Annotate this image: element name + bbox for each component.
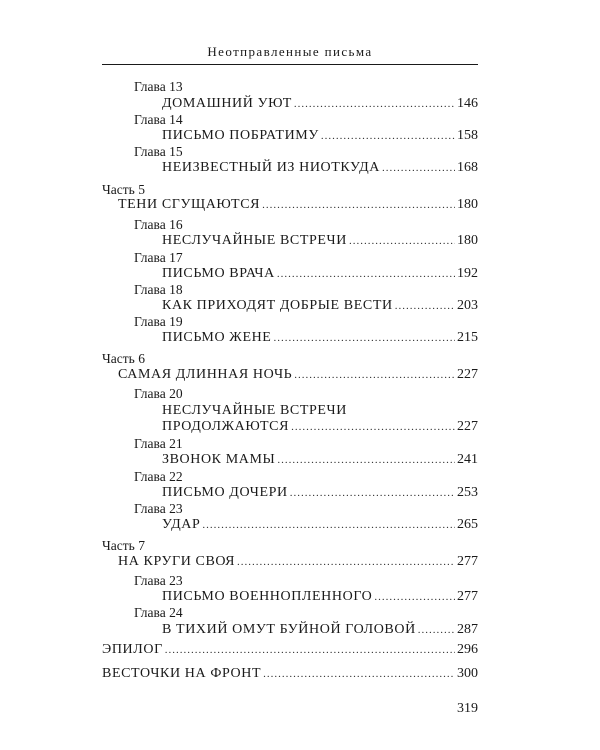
entry-title: В ТИХИЙ ОМУТ БУЙНОЙ ГОЛОВОЙ <box>162 622 416 637</box>
entry-title: ПИСЬМО ВОЕННОПЛЕННОГО <box>162 589 373 604</box>
leader-dots <box>165 640 455 660</box>
toc-entry <box>162 328 478 348</box>
leader-dots <box>294 365 455 385</box>
toc-entry <box>162 483 478 503</box>
chapter-label: Глава 13 <box>134 79 183 94</box>
part-page: 227 <box>457 367 478 382</box>
leader-dots <box>418 620 455 640</box>
entry-page: 300 <box>457 666 478 681</box>
entry-title: ПИСЬМО ДОЧЕРИ <box>162 485 288 500</box>
toc-entry <box>162 126 478 146</box>
page-number: 319 <box>457 701 478 716</box>
toc-entry <box>162 620 478 640</box>
chapter-label: Глава 24 <box>134 605 183 620</box>
toc-entry <box>162 587 478 607</box>
leader-dots <box>237 552 455 572</box>
part-label: Часть 6 <box>102 351 145 366</box>
leader-dots <box>262 195 455 215</box>
entry-page: 241 <box>457 452 478 467</box>
chapter-label: Глава 22 <box>134 469 183 484</box>
toc-entry <box>162 296 478 316</box>
chapter-label: Глава 23 <box>134 573 183 588</box>
part-entry <box>118 365 478 385</box>
chapter-label: Глава 14 <box>134 112 183 127</box>
entry-title: НЕИЗВЕСТНЫЙ ИЗ НИОТКУДА <box>162 160 381 175</box>
entry-title: ПИСЬМО ЖЕНЕ <box>162 330 272 345</box>
entry-title: ЗВОНОК МАМЫ <box>162 452 276 467</box>
toc-entry <box>162 231 478 251</box>
entry-title: КАК ПРИХОДЯТ ДОБРЫЕ ВЕСТИ <box>162 298 393 313</box>
chapter-label: Глава 19 <box>134 314 183 329</box>
entry-title: ПРОДОЛЖАЮТСЯ <box>162 419 290 434</box>
entry-title: УДАР <box>162 517 201 532</box>
leader-dots <box>321 126 455 146</box>
toc-entry <box>162 158 478 178</box>
part-page: 277 <box>457 554 478 569</box>
chapter-label: Глава 20 <box>134 386 183 401</box>
leader-dots <box>273 328 455 348</box>
part-label: Часть 5 <box>102 182 145 197</box>
toc-entry <box>162 515 478 535</box>
chapter-label: Глава 21 <box>134 436 183 451</box>
entry-page: 168 <box>457 160 478 175</box>
leader-dots <box>202 515 455 535</box>
part-label: Часть 7 <box>102 538 145 553</box>
entry-page: 192 <box>457 266 478 281</box>
chapter-label: Глава 17 <box>134 250 183 265</box>
part-title: ТЕНИ СГУЩАЮТСЯ <box>118 197 261 212</box>
entry-page: 215 <box>457 330 478 345</box>
leader-dots <box>374 587 455 607</box>
leader-dots <box>382 158 455 178</box>
entry-page: 227 <box>457 419 478 434</box>
entry-title: НЕСЛУЧАЙНЫЕ ВСТРЕЧИ <box>162 233 347 248</box>
chapter-label: Глава 23 <box>134 501 183 516</box>
entry-page: 287 <box>457 622 478 637</box>
entry-title: ВЕСТОЧКИ НА ФРОНТ <box>102 666 262 681</box>
entry-title-first-line: НЕСЛУЧАЙНЫЕ ВСТРЕЧИ <box>162 403 347 418</box>
entry-page: 265 <box>457 517 478 532</box>
running-header: Неотправленные письма <box>207 44 373 59</box>
entry-page: 158 <box>457 128 478 143</box>
leader-dots <box>290 483 455 503</box>
part-entry <box>118 552 478 572</box>
leader-dots <box>277 264 455 284</box>
leader-dots <box>263 664 455 684</box>
leader-dots <box>349 231 455 251</box>
toc-entry <box>162 264 478 284</box>
chapter-label: Глава 18 <box>134 282 183 297</box>
chapter-label: Глава 15 <box>134 144 183 159</box>
entry-title: ПИСЬМО ПОБРАТИМУ <box>162 128 319 143</box>
part-title: НА КРУГИ СВОЯ <box>118 554 236 569</box>
toc-entry <box>162 94 478 114</box>
epilogue-entry <box>102 640 478 660</box>
part-title: САМАЯ ДЛИННАЯ НОЧЬ <box>118 367 293 382</box>
toc-entry <box>162 450 478 470</box>
entry-page: 296 <box>457 642 478 657</box>
entry-title: ПИСЬМО ВРАЧА <box>162 266 275 281</box>
entry-page: 180 <box>457 233 478 248</box>
entry-page: 146 <box>457 96 478 111</box>
entry-page: 277 <box>457 589 478 604</box>
entry-title: ДОМАШНИЙ УЮТ <box>162 96 292 111</box>
toc-entry <box>162 417 478 437</box>
entry-page: 253 <box>457 485 478 500</box>
letters-entry <box>102 664 478 684</box>
leader-dots <box>277 450 455 470</box>
chapter-label: Глава 16 <box>134 217 183 232</box>
entry-page: 203 <box>457 298 478 313</box>
entry-title: ЭПИЛОГ <box>102 642 163 657</box>
part-page: 180 <box>457 197 478 212</box>
part-entry <box>118 195 478 215</box>
leader-dots <box>294 94 455 114</box>
leader-dots <box>395 296 455 316</box>
leader-dots <box>291 417 455 437</box>
